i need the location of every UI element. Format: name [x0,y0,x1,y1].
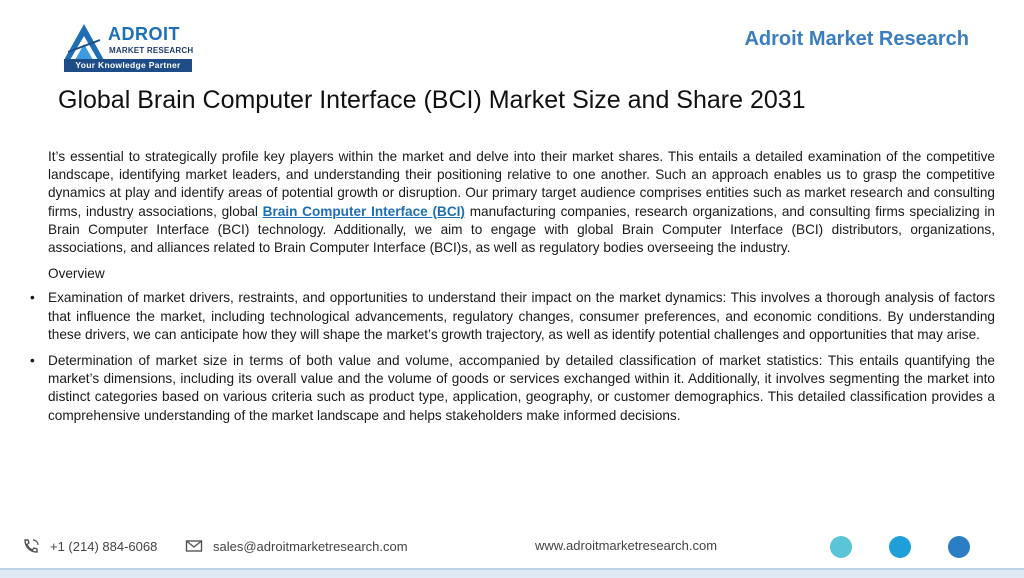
list-item-text: Examination of market drivers, restraints, and opportunities to understand their impact on the market dynamics: This involves a thorough analysis of factors that influence the market, including technological advancements, regulatory changes, consumer preferences, and economic conditions. By understanding these drivers, we can anticipate how they will shape the market’s growth trajectory, as well as identify potential challenges and opportunities that may arise. [48,290,995,342]
overview-list [30,289,995,424]
phone-icon [22,538,40,554]
logo-mountain-icon [62,22,106,62]
logo-tagline: Your Knowledge Partner [64,59,192,72]
brand-name: Adroit Market Research [744,28,969,50]
footer-phone[interactable] [22,538,157,554]
list-item-text: Determination of market size in terms of both value and volume, accompanied by detailed classification of market statistics: This entails quantifying the market’s dimensions, including its overall value and the volume of goods or services exchanged within it. Additionally, it involves segmenting the market into distinct categories based on various criteria such as product type, application, geography, or customer demographics. This detailed classification provides a comprehensive understanding of the market landscape and helps stakeholders make informed decisions. [48,353,995,423]
logo-subtitle: MARKET RESEARCH [109,46,194,55]
bottom-bar [0,568,1024,578]
decor-dot-2 [889,536,911,558]
footer-website[interactable] [535,538,717,553]
decor-dot-1 [830,536,852,558]
email-address: sales@adroitmarketresearch.com [213,538,408,554]
overview-heading: Overview [48,266,105,282]
bci-link[interactable]: Brain Computer Interface (BCI) [262,203,465,219]
page-title: Global Brain Computer Interface (BCI) Market Size and Share 2031 [58,86,806,114]
website-url: www.adroitmarketresearch.com [535,538,718,553]
list-item [30,352,995,425]
decor-dot-3 [948,536,970,558]
intro-text-before-link: It’s essential to strategically profile key players within the market and delve into their market shares. This entails a detailed examination of the competitive landscape, identifying market leaders, and understanding their positioning relative to one another. Such an approach enables us to grasp the competitive dynamics at play and identify areas of potential growth or disruption. Our primary target audience comprises entities such as market research and consulting firms, industry associations, global [48,149,995,219]
mail-icon [185,538,203,554]
bullet-icon: • [30,353,35,369]
intro-text-after-link: manufacturing companies, research organizations, and consulting firms specializing in Brain Computer Interface (BCI) technology. Additionally, we aim to engage with global Brain Computer Interface (BCI) distributors, organizations, associations, and alliances related to Brain Computer Interface (BCI)s, as well as regulatory bodies overseeing the industry. [48,203,995,256]
phone-number: +1 (214) 884-6068 [50,538,158,554]
bullet-icon: • [30,290,35,306]
intro-paragraph [48,148,995,257]
footer-email[interactable] [185,538,408,554]
footer [0,530,1024,566]
logo-wordmark: ADROIT [108,24,180,44]
list-item [30,289,995,344]
company-logo[interactable] [62,20,196,74]
content-body [30,148,995,433]
